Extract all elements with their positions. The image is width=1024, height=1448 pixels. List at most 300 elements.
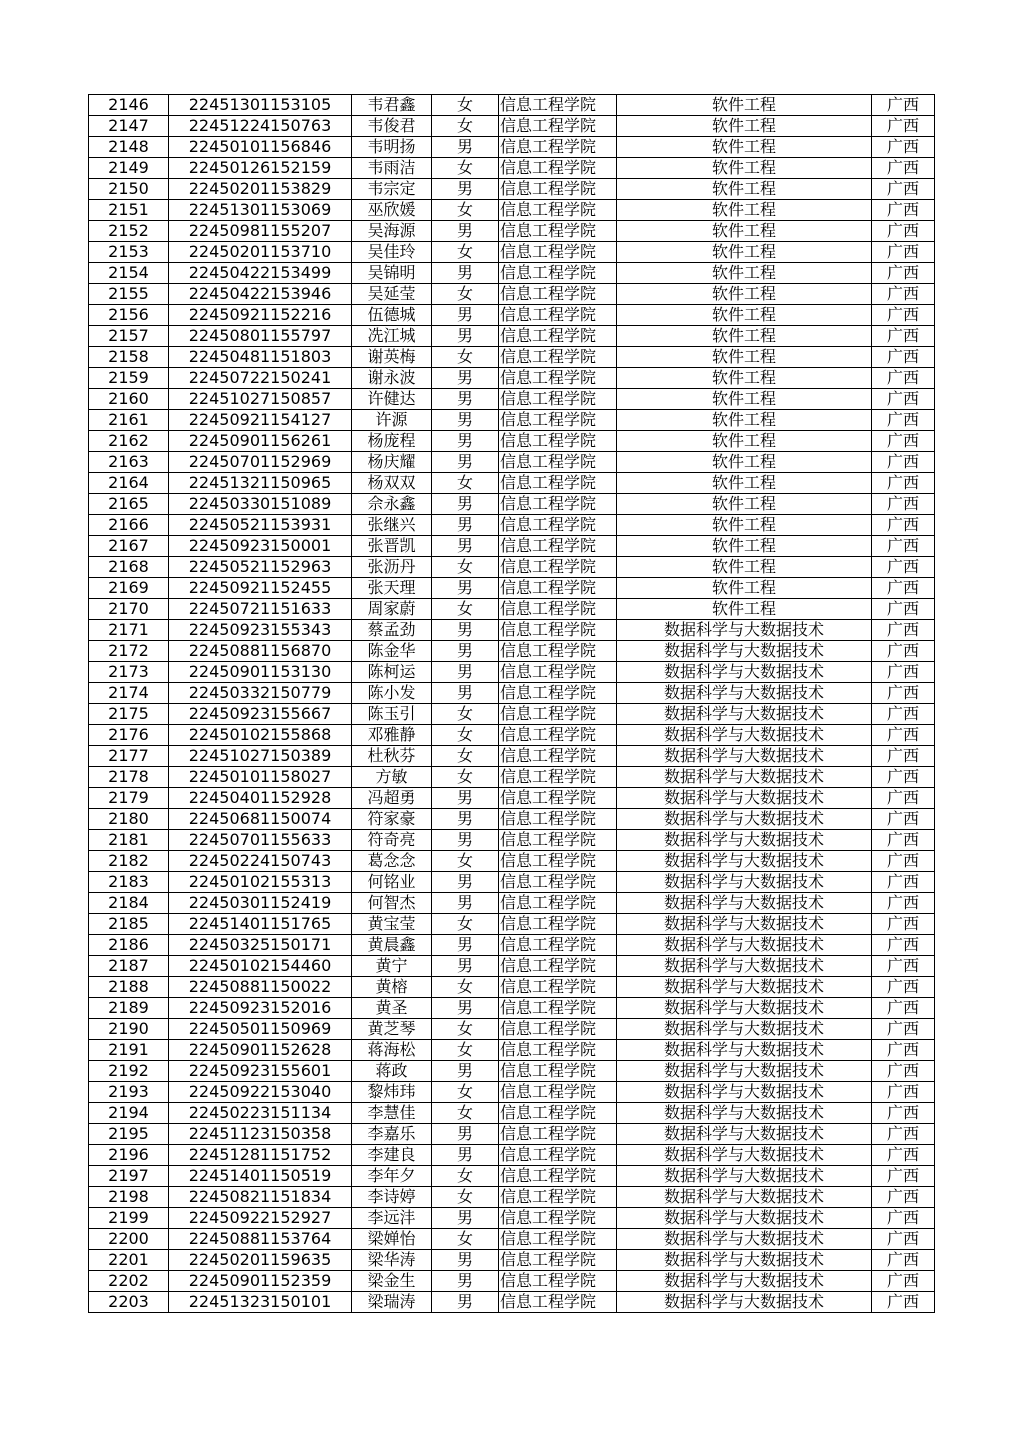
table-row: [89, 221, 935, 242]
province-cell: 广西: [872, 620, 935, 641]
major-cell: 软件工程: [617, 431, 872, 452]
major-cell: 数据科学与大数据技术: [617, 1040, 872, 1061]
student-name-cell: 张晋凯: [352, 536, 432, 557]
college-cell: 信息工程学院: [499, 788, 617, 809]
province-cell: 广西: [872, 662, 935, 683]
college-cell: 信息工程学院: [499, 1208, 617, 1229]
table-row: [89, 809, 935, 830]
student-id-cell: 22450330151089: [169, 494, 352, 515]
table-row: [89, 179, 935, 200]
student-name-cell: 韦俊君: [352, 116, 432, 137]
row-number-cell: 2195: [89, 1124, 169, 1145]
gender-cell: 男: [432, 410, 499, 431]
major-cell: 数据科学与大数据技术: [617, 767, 872, 788]
major-cell: 数据科学与大数据技术: [617, 872, 872, 893]
row-number-cell: 2150: [89, 179, 169, 200]
row-number-cell: 2158: [89, 347, 169, 368]
college-cell: 信息工程学院: [499, 1082, 617, 1103]
row-number-cell: 2155: [89, 284, 169, 305]
table-row: [89, 305, 935, 326]
province-cell: 广西: [872, 641, 935, 662]
major-cell: 软件工程: [617, 263, 872, 284]
student-id-cell: 22450923155601: [169, 1061, 352, 1082]
student-id-cell: 22450901152359: [169, 1271, 352, 1292]
major-cell: 数据科学与大数据技术: [617, 1271, 872, 1292]
major-cell: 数据科学与大数据技术: [617, 1124, 872, 1145]
row-number-cell: 2147: [89, 116, 169, 137]
row-number-cell: 2175: [89, 704, 169, 725]
province-cell: 广西: [872, 1292, 935, 1313]
table-row: [89, 683, 935, 704]
table-row: [89, 704, 935, 725]
student-id-cell: 22450921154127: [169, 410, 352, 431]
row-number-cell: 2157: [89, 326, 169, 347]
student-id-cell: 22450881156870: [169, 641, 352, 662]
province-cell: 广西: [872, 1145, 935, 1166]
major-cell: 软件工程: [617, 347, 872, 368]
table-row: [89, 1019, 935, 1040]
student-name-cell: 蔡孟劲: [352, 620, 432, 641]
college-cell: 信息工程学院: [499, 872, 617, 893]
major-cell: 数据科学与大数据技术: [617, 914, 872, 935]
province-cell: 广西: [872, 347, 935, 368]
row-number-cell: 2164: [89, 473, 169, 494]
major-cell: 软件工程: [617, 389, 872, 410]
table-row: [89, 1187, 935, 1208]
table-row: [89, 1103, 935, 1124]
province-cell: 广西: [872, 242, 935, 263]
student-id-cell: 22450722150241: [169, 368, 352, 389]
province-cell: 广西: [872, 158, 935, 179]
row-number-cell: 2154: [89, 263, 169, 284]
roster-body: [89, 95, 935, 1313]
gender-cell: 男: [432, 179, 499, 200]
student-id-cell: 22451123150358: [169, 1124, 352, 1145]
college-cell: 信息工程学院: [499, 305, 617, 326]
student-name-cell: 陈柯运: [352, 662, 432, 683]
college-cell: 信息工程学院: [499, 1040, 617, 1061]
table-row: [89, 1145, 935, 1166]
row-number-cell: 2166: [89, 515, 169, 536]
student-roster-table: [88, 94, 935, 1313]
table-row: [89, 788, 935, 809]
gender-cell: 男: [432, 662, 499, 683]
college-cell: 信息工程学院: [499, 452, 617, 473]
college-cell: 信息工程学院: [499, 998, 617, 1019]
student-name-cell: 邓雅静: [352, 725, 432, 746]
province-cell: 广西: [872, 473, 935, 494]
student-name-cell: 巫欣媛: [352, 200, 432, 221]
province-cell: 广西: [872, 557, 935, 578]
table-row: [89, 368, 935, 389]
college-cell: 信息工程学院: [499, 578, 617, 599]
college-cell: 信息工程学院: [499, 1187, 617, 1208]
major-cell: 软件工程: [617, 200, 872, 221]
college-cell: 信息工程学院: [499, 1166, 617, 1187]
province-cell: 广西: [872, 431, 935, 452]
college-cell: 信息工程学院: [499, 767, 617, 788]
row-number-cell: 2191: [89, 1040, 169, 1061]
province-cell: 广西: [872, 494, 935, 515]
student-id-cell: 22450981155207: [169, 221, 352, 242]
province-cell: 广西: [872, 515, 935, 536]
table-row: [89, 662, 935, 683]
province-cell: 广西: [872, 1271, 935, 1292]
college-cell: 信息工程学院: [499, 683, 617, 704]
table-row: [89, 263, 935, 284]
student-id-cell: 22450101156846: [169, 137, 352, 158]
table-row: [89, 1271, 935, 1292]
row-number-cell: 2153: [89, 242, 169, 263]
student-id-cell: 22450821151834: [169, 1187, 352, 1208]
province-cell: 广西: [872, 977, 935, 998]
row-number-cell: 2180: [89, 809, 169, 830]
student-id-cell: 22450501150969: [169, 1019, 352, 1040]
college-cell: 信息工程学院: [499, 221, 617, 242]
student-name-cell: 梁瑞涛: [352, 1292, 432, 1313]
gender-cell: 男: [432, 641, 499, 662]
major-cell: 数据科学与大数据技术: [617, 620, 872, 641]
row-number-cell: 2152: [89, 221, 169, 242]
student-id-cell: 22451401150519: [169, 1166, 352, 1187]
gender-cell: 女: [432, 1166, 499, 1187]
row-number-cell: 2194: [89, 1103, 169, 1124]
row-number-cell: 2179: [89, 788, 169, 809]
gender-cell: 男: [432, 809, 499, 830]
table-row: [89, 641, 935, 662]
major-cell: 软件工程: [617, 179, 872, 200]
province-cell: 广西: [872, 725, 935, 746]
gender-cell: 男: [432, 137, 499, 158]
major-cell: 软件工程: [617, 95, 872, 116]
province-cell: 广西: [872, 368, 935, 389]
student-id-cell: 22450901153130: [169, 662, 352, 683]
province-cell: 广西: [872, 389, 935, 410]
college-cell: 信息工程学院: [499, 389, 617, 410]
gender-cell: 女: [432, 599, 499, 620]
table-row: [89, 1166, 935, 1187]
student-name-cell: 方敏: [352, 767, 432, 788]
college-cell: 信息工程学院: [499, 368, 617, 389]
province-cell: 广西: [872, 872, 935, 893]
province-cell: 广西: [872, 95, 935, 116]
major-cell: 数据科学与大数据技术: [617, 998, 872, 1019]
major-cell: 软件工程: [617, 158, 872, 179]
student-name-cell: 谢英梅: [352, 347, 432, 368]
gender-cell: 女: [432, 242, 499, 263]
row-number-cell: 2188: [89, 977, 169, 998]
table-row: [89, 725, 935, 746]
province-cell: 广西: [872, 746, 935, 767]
student-id-cell: 22450521152963: [169, 557, 352, 578]
row-number-cell: 2190: [89, 1019, 169, 1040]
row-number-cell: 2168: [89, 557, 169, 578]
gender-cell: 男: [432, 305, 499, 326]
row-number-cell: 2156: [89, 305, 169, 326]
student-name-cell: 黄宝莹: [352, 914, 432, 935]
province-cell: 广西: [872, 1019, 935, 1040]
major-cell: 数据科学与大数据技术: [617, 1250, 872, 1271]
gender-cell: 女: [432, 851, 499, 872]
student-name-cell: 韦雨洁: [352, 158, 432, 179]
college-cell: 信息工程学院: [499, 515, 617, 536]
student-id-cell: 22450223151134: [169, 1103, 352, 1124]
college-cell: 信息工程学院: [499, 536, 617, 557]
gender-cell: 男: [432, 998, 499, 1019]
student-name-cell: 黄圣: [352, 998, 432, 1019]
row-number-cell: 2146: [89, 95, 169, 116]
gender-cell: 男: [432, 1208, 499, 1229]
gender-cell: 男: [432, 368, 499, 389]
student-name-cell: 梁金生: [352, 1271, 432, 1292]
gender-cell: 男: [432, 221, 499, 242]
college-cell: 信息工程学院: [499, 473, 617, 494]
student-id-cell: 22450422153946: [169, 284, 352, 305]
major-cell: 数据科学与大数据技术: [617, 956, 872, 977]
college-cell: 信息工程学院: [499, 809, 617, 830]
gender-cell: 女: [432, 725, 499, 746]
table-row: [89, 851, 935, 872]
row-number-cell: 2185: [89, 914, 169, 935]
major-cell: 软件工程: [617, 305, 872, 326]
college-cell: 信息工程学院: [499, 200, 617, 221]
college-cell: 信息工程学院: [499, 1292, 617, 1313]
student-name-cell: 符家豪: [352, 809, 432, 830]
student-id-cell: 22450224150743: [169, 851, 352, 872]
college-cell: 信息工程学院: [499, 410, 617, 431]
major-cell: 软件工程: [617, 473, 872, 494]
college-cell: 信息工程学院: [499, 284, 617, 305]
gender-cell: 男: [432, 494, 499, 515]
student-name-cell: 张天理: [352, 578, 432, 599]
student-name-cell: 葛念念: [352, 851, 432, 872]
gender-cell: 男: [432, 935, 499, 956]
table-row: [89, 137, 935, 158]
college-cell: 信息工程学院: [499, 1250, 617, 1271]
row-number-cell: 2192: [89, 1061, 169, 1082]
province-cell: 广西: [872, 200, 935, 221]
table-row: [89, 956, 935, 977]
province-cell: 广西: [872, 788, 935, 809]
province-cell: 广西: [872, 1103, 935, 1124]
row-number-cell: 2193: [89, 1082, 169, 1103]
student-name-cell: 吴锦明: [352, 263, 432, 284]
student-id-cell: 22450922152927: [169, 1208, 352, 1229]
major-cell: 软件工程: [617, 221, 872, 242]
student-id-cell: 22451027150857: [169, 389, 352, 410]
student-name-cell: 黄晨鑫: [352, 935, 432, 956]
student-name-cell: 李嘉乐: [352, 1124, 432, 1145]
major-cell: 数据科学与大数据技术: [617, 662, 872, 683]
major-cell: 数据科学与大数据技术: [617, 1019, 872, 1040]
table-row: [89, 1250, 935, 1271]
major-cell: 数据科学与大数据技术: [617, 1082, 872, 1103]
college-cell: 信息工程学院: [499, 1229, 617, 1250]
table-row: [89, 1061, 935, 1082]
college-cell: 信息工程学院: [499, 704, 617, 725]
table-row: [89, 158, 935, 179]
row-number-cell: 2165: [89, 494, 169, 515]
student-id-cell: 22450881150022: [169, 977, 352, 998]
province-cell: 广西: [872, 578, 935, 599]
major-cell: 数据科学与大数据技术: [617, 641, 872, 662]
gender-cell: 男: [432, 1271, 499, 1292]
gender-cell: 男: [432, 1292, 499, 1313]
student-name-cell: 韦宗定: [352, 179, 432, 200]
province-cell: 广西: [872, 1229, 935, 1250]
student-id-cell: 22450923152016: [169, 998, 352, 1019]
province-cell: 广西: [872, 683, 935, 704]
table-row: [89, 1229, 935, 1250]
table-row: [89, 1292, 935, 1313]
student-id-cell: 22450301152419: [169, 893, 352, 914]
gender-cell: 男: [432, 578, 499, 599]
gender-cell: 男: [432, 620, 499, 641]
college-cell: 信息工程学院: [499, 1145, 617, 1166]
college-cell: 信息工程学院: [499, 977, 617, 998]
major-cell: 数据科学与大数据技术: [617, 746, 872, 767]
major-cell: 软件工程: [617, 452, 872, 473]
province-cell: 广西: [872, 1250, 935, 1271]
major-cell: 数据科学与大数据技术: [617, 704, 872, 725]
table-row: [89, 935, 935, 956]
major-cell: 软件工程: [617, 515, 872, 536]
province-cell: 广西: [872, 830, 935, 851]
province-cell: 广西: [872, 809, 935, 830]
province-cell: 广西: [872, 137, 935, 158]
student-id-cell: 22450901152628: [169, 1040, 352, 1061]
province-cell: 广西: [872, 284, 935, 305]
student-id-cell: 22450922153040: [169, 1082, 352, 1103]
table-row: [89, 515, 935, 536]
student-id-cell: 22450923155667: [169, 704, 352, 725]
row-number-cell: 2200: [89, 1229, 169, 1250]
gender-cell: 男: [432, 326, 499, 347]
student-name-cell: 杜秋芬: [352, 746, 432, 767]
student-name-cell: 韦君鑫: [352, 95, 432, 116]
province-cell: 广西: [872, 1082, 935, 1103]
province-cell: 广西: [872, 1124, 935, 1145]
student-id-cell: 22450401152928: [169, 788, 352, 809]
row-number-cell: 2181: [89, 830, 169, 851]
student-name-cell: 陈玉引: [352, 704, 432, 725]
gender-cell: 男: [432, 431, 499, 452]
table-row: [89, 1082, 935, 1103]
college-cell: 信息工程学院: [499, 830, 617, 851]
province-cell: 广西: [872, 935, 935, 956]
table-row: [89, 830, 935, 851]
college-cell: 信息工程学院: [499, 116, 617, 137]
college-cell: 信息工程学院: [499, 620, 617, 641]
major-cell: 数据科学与大数据技术: [617, 893, 872, 914]
student-id-cell: 22450921152455: [169, 578, 352, 599]
gender-cell: 男: [432, 452, 499, 473]
college-cell: 信息工程学院: [499, 641, 617, 662]
student-name-cell: 杨庆耀: [352, 452, 432, 473]
table-row: [89, 977, 935, 998]
student-id-cell: 22450102154460: [169, 956, 352, 977]
major-cell: 数据科学与大数据技术: [617, 935, 872, 956]
gender-cell: 女: [432, 1040, 499, 1061]
province-cell: 广西: [872, 410, 935, 431]
table-row: [89, 1208, 935, 1229]
row-number-cell: 2174: [89, 683, 169, 704]
gender-cell: 男: [432, 830, 499, 851]
student-id-cell: 22451301153069: [169, 200, 352, 221]
row-number-cell: 2182: [89, 851, 169, 872]
row-number-cell: 2172: [89, 641, 169, 662]
college-cell: 信息工程学院: [499, 956, 617, 977]
major-cell: 数据科学与大数据技术: [617, 1145, 872, 1166]
student-name-cell: 蒋政: [352, 1061, 432, 1082]
college-cell: 信息工程学院: [499, 557, 617, 578]
major-cell: 数据科学与大数据技术: [617, 1229, 872, 1250]
student-id-cell: 22451301153105: [169, 95, 352, 116]
college-cell: 信息工程学院: [499, 1271, 617, 1292]
row-number-cell: 2187: [89, 956, 169, 977]
province-cell: 广西: [872, 536, 935, 557]
row-number-cell: 2169: [89, 578, 169, 599]
gender-cell: 女: [432, 116, 499, 137]
province-cell: 广西: [872, 305, 935, 326]
student-id-cell: 22451401151765: [169, 914, 352, 935]
student-name-cell: 杨双双: [352, 473, 432, 494]
student-name-cell: 黄榕: [352, 977, 432, 998]
province-cell: 广西: [872, 851, 935, 872]
table-row: [89, 452, 935, 473]
gender-cell: 男: [432, 1061, 499, 1082]
college-cell: 信息工程学院: [499, 242, 617, 263]
row-number-cell: 2184: [89, 893, 169, 914]
college-cell: 信息工程学院: [499, 599, 617, 620]
major-cell: 数据科学与大数据技术: [617, 1166, 872, 1187]
student-name-cell: 李年夕: [352, 1166, 432, 1187]
major-cell: 软件工程: [617, 326, 872, 347]
student-id-cell: 22450681150074: [169, 809, 352, 830]
student-id-cell: 22450721151633: [169, 599, 352, 620]
major-cell: 软件工程: [617, 557, 872, 578]
college-cell: 信息工程学院: [499, 851, 617, 872]
major-cell: 软件工程: [617, 536, 872, 557]
major-cell: 软件工程: [617, 284, 872, 305]
major-cell: 数据科学与大数据技术: [617, 809, 872, 830]
college-cell: 信息工程学院: [499, 494, 617, 515]
student-name-cell: 杨庞程: [352, 431, 432, 452]
student-name-cell: 何智杰: [352, 893, 432, 914]
student-name-cell: 梁华涛: [352, 1250, 432, 1271]
student-name-cell: 陈金华: [352, 641, 432, 662]
row-number-cell: 2198: [89, 1187, 169, 1208]
province-cell: 广西: [872, 1040, 935, 1061]
major-cell: 软件工程: [617, 116, 872, 137]
major-cell: 软件工程: [617, 137, 872, 158]
table-row: [89, 998, 935, 1019]
table-row: [89, 410, 935, 431]
college-cell: 信息工程学院: [499, 431, 617, 452]
gender-cell: 男: [432, 515, 499, 536]
province-cell: 广西: [872, 1061, 935, 1082]
student-name-cell: 李慧佳: [352, 1103, 432, 1124]
province-cell: 广西: [872, 452, 935, 473]
student-name-cell: 周家蔚: [352, 599, 432, 620]
row-number-cell: 2202: [89, 1271, 169, 1292]
major-cell: 数据科学与大数据技术: [617, 788, 872, 809]
gender-cell: 男: [432, 263, 499, 284]
province-cell: 广西: [872, 599, 935, 620]
table-row: [89, 284, 935, 305]
college-cell: 信息工程学院: [499, 326, 617, 347]
gender-cell: 女: [432, 1229, 499, 1250]
